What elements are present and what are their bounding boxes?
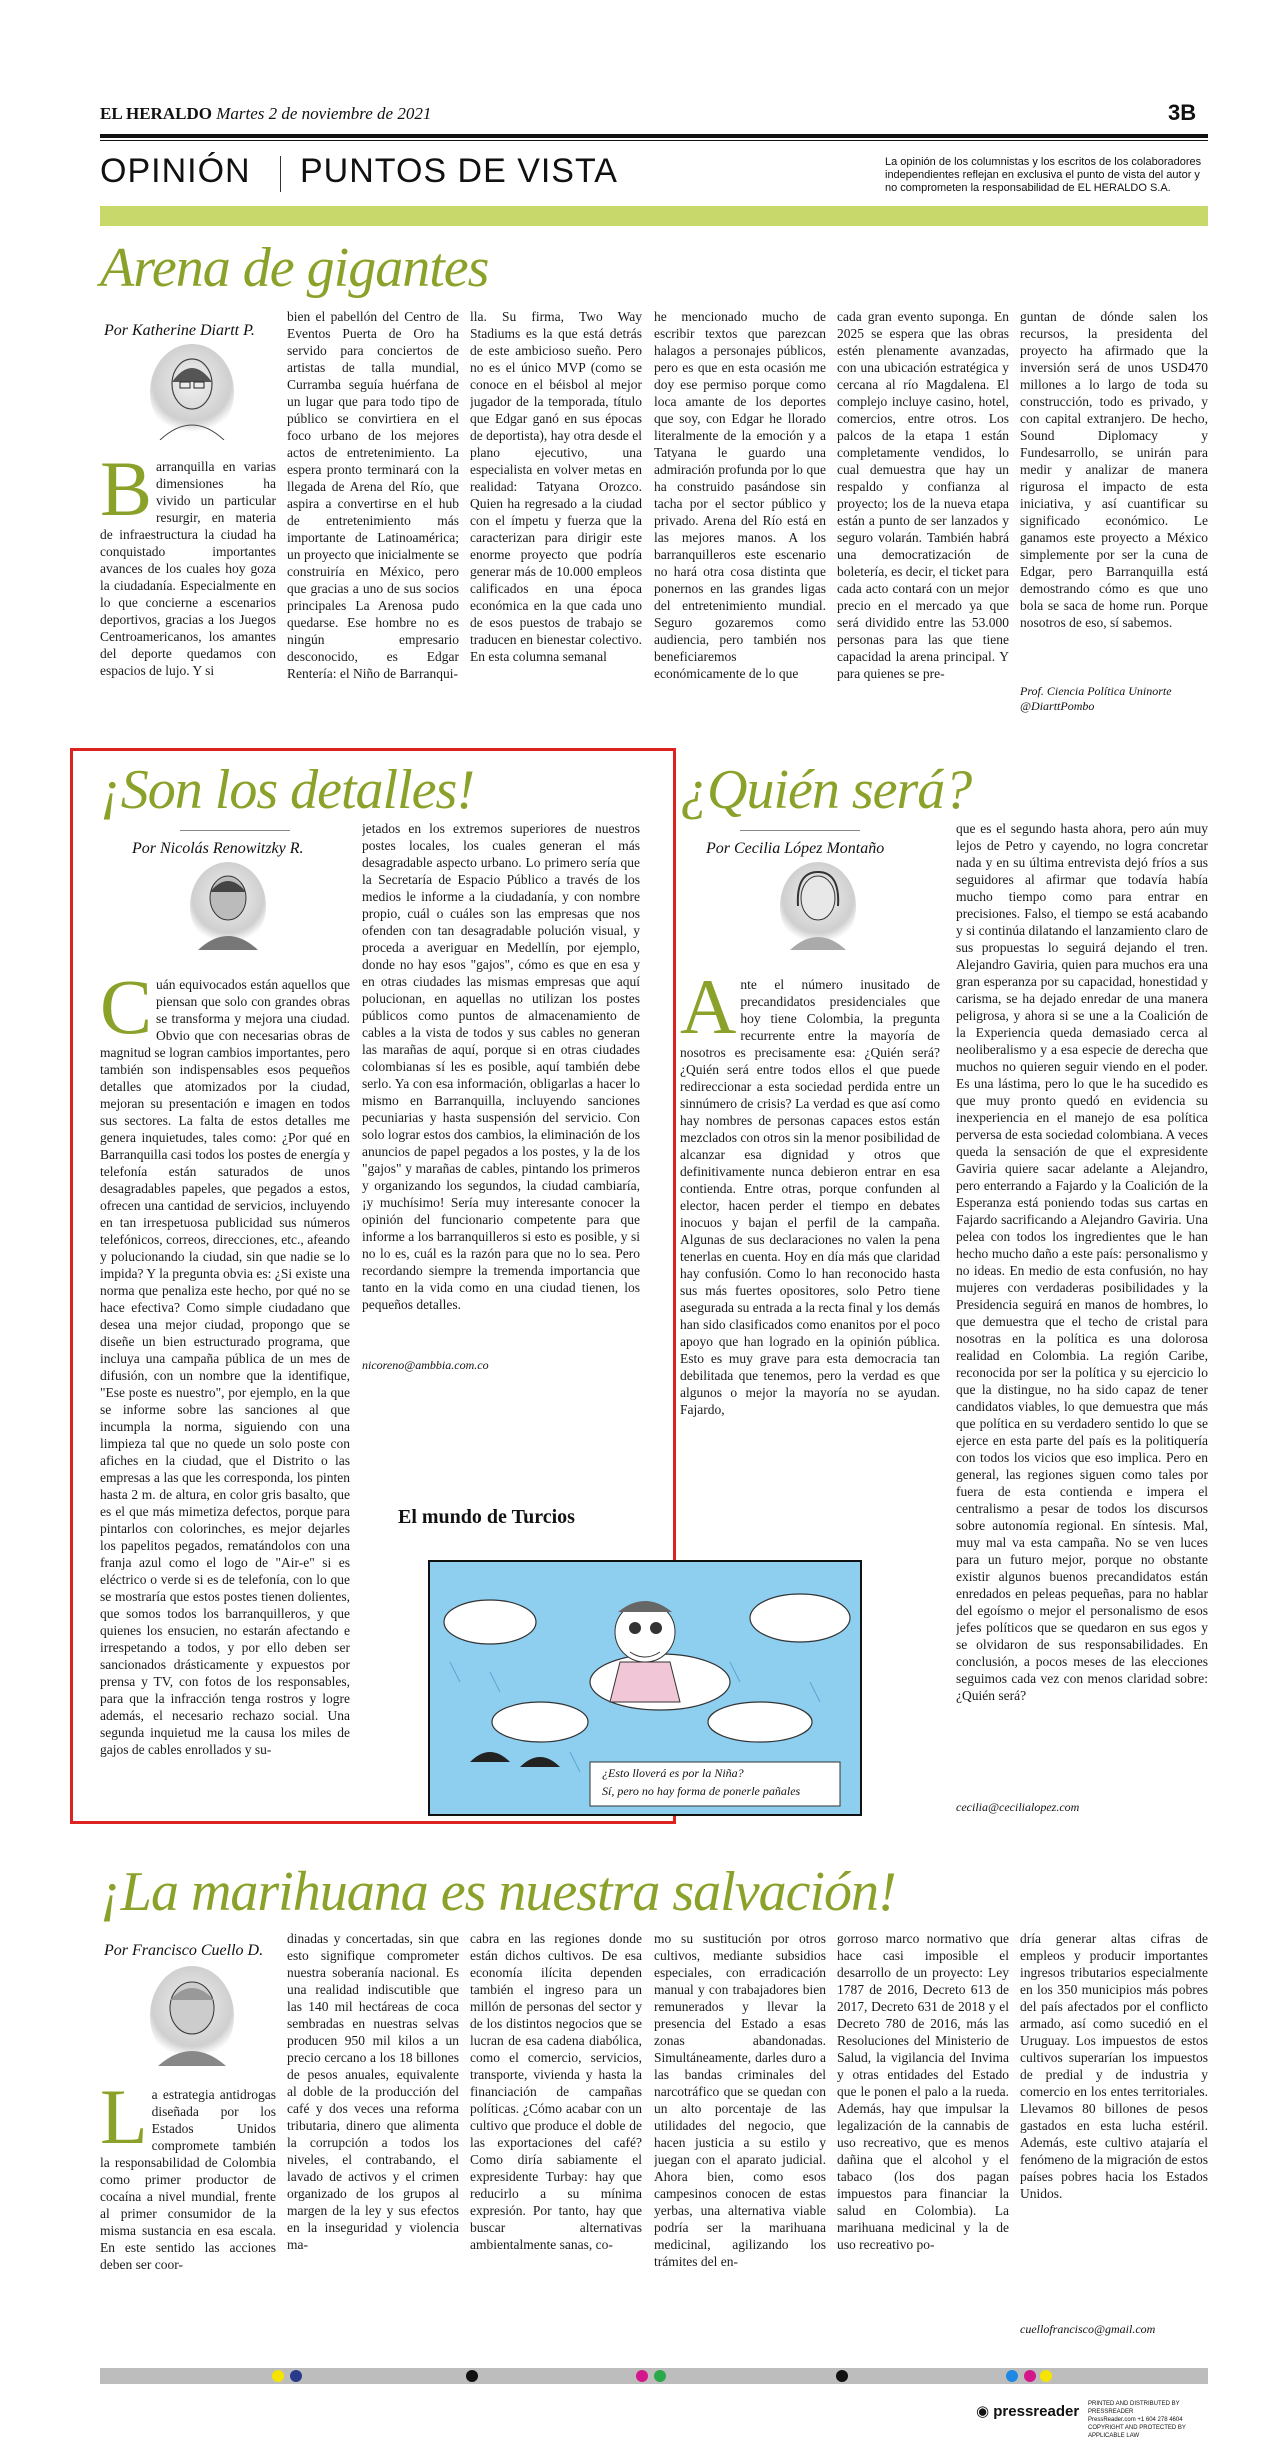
portrait-sketch-icon xyxy=(150,1966,234,2066)
article-column: gorroso marco normativo que hace casi imposible el desarrollo de un proyecto: Ley 1787 de 2016, Decreto 613 de 2017, Decreto 631 de 2018 y el Decreto 780 de 2016, más las Resoluciones del Ministerio de Salud, la vigilancia del Invima y otras entidades del Estado que le ponen el palo a la rueda. Además, hay que impulsar la legalización de la cannabis de uso recreativo, que es menos dañina que el alcohol y el tabaco (los dos pagan impuestos para financiar la salud en Colombia). La marihuana medicinal y la de uso recreativo po- xyxy=(837,1931,1009,2252)
pressreader-logo: ◉ pressreader xyxy=(976,2403,1080,2420)
masthead xyxy=(100,104,431,124)
article-column xyxy=(100,2086,276,2340)
portrait-sketch-icon xyxy=(150,344,234,440)
article-column: lla. Su firma, Two Way Stadiums es la que está detrás de este ambicioso sueño. Pero no es el único MVP (como se conoce en el béisbol al mejor jugador de la temporada, título que Edgar ganó en sus épocas de deportista), hay otra desde el plano ejecutivo, una especialista en volver metas en realidad: Tatyana Orozco. Quien ha regresado a la ciudad con el ímpetu y fuerza que la caracterizan para dirigir este enorme proyecto que podría generar más de 10.000 empleos calificados en una época económica en la que cada uno de esos puestos de trabajo se traducen en bienestar colectivo. En esta columna semanal xyxy=(470,309,642,664)
article-column: jetados en los extremos superiores de nuestros postes locales, los cuales generan el más desagradable aspecto urbano. Lo primero sería que la Secretaría de Espacio Público a través de los medios le informe a la ciudadanía, y con nombre propio, cuál o cuáles son las empresas que nos ofenden con tan desagradable polución visual, y proceda a averiguar en Medellín, por ejemplo, donde no hay esos "gajos", cómo es que en esa y en otras ciudades las mismas empresas que aquí polucionan, en aquellas no utilizan los postes públicos como puntos de almacenamiento de cables a la vista de todos y sus cables no generan las marañas de aquí, porque si en otras ciudades colombianas sí les es posible, aquí también debe serlo. Ya con esa información, obligarlas a hacer lo mismo en Barranquilla, incluyendo sanciones pecuniarias y hasta suspensión del servicio. Con solo lograr estos dos cambios, la eliminación de los anuncios de papel pegados a los postes, y la de los "gajos" y marañas de cables, pintando los primeros y organizando los segundos, la ciudad cambiaría, ¡y muchísimo! Sería muy interesante conocer la opinión del funcionario competente para que informe a los barranquilleros si esto es posible, y si no lo es, cuál es la razón para que no lo sea. Pero recordando siempre la tremenda importancia que tanto en la vida como en una ciudad tienen, los pequeños detalles. xyxy=(362,821,640,1312)
article-text: arranquilla en varias dimensiones ha vivido un particular resurgir, en materia de infraestructura la ciudad ha conquistado importantes avances de los cuales hoy goza la ciudadanía. Especialmente en lo que concierne a escenarios deportivos, gracias a los Juegos Centroamericanos, los amantes del deporte quedamos con espacios de lujo. Y si xyxy=(100,459,276,678)
byline-quien: Por Cecilia López Montaño xyxy=(706,840,885,857)
dropcap: C xyxy=(100,976,153,1050)
byline-marihuana: Por Francisco Cuello D. xyxy=(104,1942,264,1959)
author-portrait xyxy=(780,862,856,950)
article-column: mo su sustitución por otros cultivos, mediante subsidios especiales, con erradicación manual y con trabajadores bien remunerados y llevar la presencia del Estado a esas zonas abandonadas. Simultáneamente, darles duro a las bandas criminales del narcotráfico que se quedan con un alto porcentaje de las utilidades del negocio, que hacen justicia a su estilo y juegan con el aparato judicial. Ahora bien, como esos campesinos conocen de estas yerbas, una alternativa viable podría ser la marihuana medicinal, agilizando los trámites del en- xyxy=(654,1931,826,2269)
portrait-sketch-icon xyxy=(190,862,266,950)
registration-dot xyxy=(1024,2370,1036,2382)
author-portrait xyxy=(150,344,234,440)
registration-dot xyxy=(636,2370,648,2382)
registration-dot xyxy=(272,2370,284,2382)
article-title-arena: Arena de gigantes xyxy=(100,237,489,299)
article-title-detalles: ¡Son los detalles! xyxy=(100,759,474,821)
portrait-sketch-icon xyxy=(780,862,856,950)
article-column: que es el segundo hasta ahora, pero aún muy lejos de Petro y cayendo, no logra concretar nada y en su última entrevista dejó fríos a sus seguidores al afirmar que todavía había mucho tiempo como para entrar en precisiones. Falso, el tiempo se está acabando y si continúa dilatando el lanzamiento claro de sus propuestas lo seguirá dejando el tren. Alejandro Gaviria, quien para muchos era una gran esperanza por su capacidad, honestidad y carisma, se ha dejado enredar de una manera peligrosa, y ahora si se une a la Coalición de la Experiencia queda demasiado cerca al neoliberalismo y a esa especie de derecha que muchos no quieren seguir viendo en el poder. Es una lástima, pero lo que le ha sucedido es que muy pronto quedó en evidencia su inexperiencia en el manejo de esa política perversa de esta sociedad colombiana. A veces queda la sensación de que el expresidente Gaviria quiere sacar adelante a Alejandro, pero enterrando a Fajardo y la Coalición de la Esperanza está poniendo todas sus cartas en Fajardo sacrificando a Alejandro Gaviria. Una pelea con todos los ingredientes que le han hecho mucho daño a este país: personalismo y no ideas. En medio de esta confusión, no hay mujeres con verdaderas posibilidades y la Presidencia seguirá en manos de hombres, lo que demuestra que el techo de cristal para nosotras en la política es una dolorosa realidad en Colombia. La región Caribe, reconocida por ser la política y su ejercicio lo que la distingue, no ha sido capaz de tener candidatos viables, lo que demuestra que más que política en su verdadero sentido lo que se ejerce en esta parte del país es la politiquería con todos los vicios que eso implica. Pero en general, las regiones siguen como tales por fuera de esta contienda e impera el centralismo a pesar de todos los discursos sobre autonomía regional. En síntesis. Mal, muy mal va esta campaña. No se ven luces para un futuro mejor, porque no obstante existir algunos buenos precandidatos están enredados en peleas pequeñas, para no hablar del egoísmo o mejor el personalismo de esos jefes políticos que se quedaron en sus egos y se olvidaron de sus responsabilidades. En conclusión, a pocos meses de las elecciones seguimos cada vez con menos claridad sobre: ¿Quién será? xyxy=(956,821,1208,1703)
section-divider xyxy=(280,156,281,192)
article-column xyxy=(100,976,350,1812)
dropcap: B xyxy=(100,458,153,532)
byline-arena: Por Katherine Diartt P. xyxy=(104,322,255,339)
article-column: he mencionado mucho de escribir textos que parezcan halagos a personajes públicos, pero es que en esta ocasión me doy ese permiso porque como loca amante de los deportes que soy, con Edgar he llorado literalmente de la emoción y a Tatyana le guardo una admiración profunda por lo que ha construido pasándose sin tacha por el sector público y privado. Arena del Río está en las mejores manos. A los barranquilleros este escenario no hará otra cosa distinta que ponernos en las grandes ligas del entretenimiento mundial. Seguro gozaremos como audiencia, pero también nos beneficiaremos económicamente de lo que xyxy=(654,309,826,681)
cartoon-image xyxy=(428,1560,862,1816)
signoff: nicoreno@ambbia.com.co xyxy=(362,1358,489,1372)
speech-bubble: Sí, pero no hay forma de ponerle pañales xyxy=(602,1784,801,1798)
pressreader-notice: PRINTED AND DISTRIBUTED BY PRESSREADER PressReader.com +1 604 278 4604 COPYRIGHT AND PROTECTED BY APPLICABLE LAW xyxy=(1088,2401,1186,2439)
page-number: 3B xyxy=(1168,100,1197,125)
speech-bubble: ¿Esto lloverá es por la Niña? xyxy=(602,1766,744,1780)
article-title-quien: ¿Quién será? xyxy=(680,759,972,821)
article-column xyxy=(100,458,276,708)
article-column: guntan de dónde salen los recursos, la presidenta del proyecto ha afirmado que la inversión será de unos USD470 millones a lo largo de toda su construcción, todo es privado, y con capital extranjero. De hecho, Sound Diplomacy y Fundesarrollo, se unirán para medir y analizar de manera rigurosa el impacto de esta iniciativa, y así cuantificar su significado económico. Le ganamos este proyecto a México simplemente por ser la cuna de Edgar, pero Barranquilla está demostrando cómo es que uno bola se saca de home run. Porque nosotros de eso, sí sabemos. xyxy=(1020,309,1208,630)
registration-dot xyxy=(466,2370,478,2382)
signoff: cuellofrancisco@gmail.com xyxy=(1020,2322,1156,2336)
cartoon-title: El mundo de Turcios xyxy=(398,1506,575,1528)
section-bar xyxy=(100,206,1208,226)
article-column: dría generar altas cifras de empleos y producir importantes ingresos tributarios especialmente en los 350 municipios más pobres del país afectados por el conflicto armado, así como sucedió en el Uruguay. Los impuestos de estos cultivos superarían los impuestos de predial y de industria y comercio en los entes territoriales. Llevamos 80 billones de pesos gastados en esta lucha estéril. Además, este cultivo atajaría el fenómeno de la migración de estos países pobres hacia los Estados Unidos. xyxy=(1020,1931,1208,2201)
article-text: uán equivocados están aquellos que piensan que solo con grandes obras se transforma y mejora una ciudad. Obvio que con necesarias obras de magnitud se logran cambios importantes, pero también son indispensables esos pequeños detalles que atomizados por la ciudad, mejoran su presentación e imagen en todos sus sectores. La falta de estos detalles me genera inquietudes, tales como: ¿Por qué en Barranquilla casi todos los postes de energía y telefonía están saturados de unos desagradables papeles, que pegados a estos, ofrecen una cantidad de servicios, incluyendo en tan irrespetuosa publicidad sus números telefónicos, correos, direcciones, etc., afeando y polucionando la ciudad, sin que nadie se lo impida? Y la pregunta obvia es: ¿Si existe una norma que penaliza este hecho, por qué no se hace efectiva? Como simple ciudadano que desea una mejor ciudad, propongo que se diseñe un bien estructurado programa, que incluya una campaña pública de un mes de difusión, con un nombre que la identifique, "Ese poste es nuestro", por ejemplo, en la que se informe sobre las sanciones al que incumpla la norma, siguiendo con una limpieza tal que no quede un solo poste con afiches en la ciudad, que el Distrito o las empresas a las que les corresponda, los pinten hasta 2 m. de altura, en color gris basalto, que es el que más mimetiza defectos, porque para pintarlos con colorinches, es mejor dejarles los papelitos pegados, rematándolos con una franja azul como el logo de "Air-e" si es eléctrico o verde si es de telefonía, con lo que se mostraría que estos postes tienen dolientes, que somos todos los barranquilleros, y que quienes los ensucien, no estarán afectando e irrespetando a todos, y por ello deben ser sancionados drásticamente y expuestos por prensa y TV, con fotos de los responsables, para que la infracción tenga rostros y logre además, el necesario rechazo social. Una segunda inquietud me la causa los miles de gajos de cables enrollados y su- xyxy=(100,977,350,1757)
article-column: bien el pabellón del Centro de Eventos Puerta de Oro ha servido para conciertos de artistas de talla mundial, Curramba seguía huérfana de un lugar que para todo tipo de público se convirtiera en el foco urbano de los mejores actos de entretenimiento. La espera pronto terminará con la llegada de Arena del Río, que aspira a convertirse en el hub de entretenimiento más importante de Latinoamérica; un proyecto que inicialmente se construiría en México, pero que gracias a uno de sus socios principales La Arenosa pudo quedarse. Ese hombre no es ningún empresario desconocido, es Edgar Rentería: el Niño de Barranqui- xyxy=(287,309,459,681)
registration-dot xyxy=(836,2370,848,2382)
signoff: cecilia@cecilialopez.com xyxy=(956,1800,1080,1814)
byline-rule xyxy=(740,830,860,831)
dropcap: A xyxy=(680,976,737,1050)
umbrella-icon xyxy=(470,1752,560,1767)
article-column: dinadas y concertadas, sin que esto signifique comprometer nuestra soberanía nacional. Es una realidad indiscutible que las 140 mil hectáreas de coca sembradas en nuestras selvas producen 950 mil kilos a un precio cercano a los 18 billones de pesos anuales, equivalente al doble de la producción del café y dos veces una reforma tributaria, dinero que alimenta la corrupción a todos los niveles, el contrabando, el lavado de activos y el crimen organizado de los grupos al margen de la ley y sus efectos en la inseguridad y violencia ma- xyxy=(287,1931,459,2252)
section-title: OPINIÓN xyxy=(100,152,251,190)
pressreader-icon: ◉ xyxy=(976,2403,994,2420)
registration-dot xyxy=(1006,2370,1018,2382)
disclaimer: La opinión de los columnistas y los escritos de los colaboradores independientes reflejan en exclusiva el punto de vista del autor y no comprometen la responsabilidad de EL HERALDO S.A. xyxy=(885,156,1202,194)
article-column: cabra en las regiones donde están dichos cultivos. De esa economía ilícita dependen también el ingreso para un millón de personas del sector y de los distintos negocios que se lucran de esa cadena diabólica, como el comercio, servicios, transporte, vivienda y hasta la financiación de campañas políticas. ¿Cómo acabar con un cultivo que produce el doble de las exportaciones del café? Como diría sabiamente el expresidente Turbay: hay que reducirlo a su mínima expresión. Por tanto, hay que buscar alternativas ambientalmente sanas, co- xyxy=(470,1931,642,2252)
article-title-marihuana: ¡La marihuana es nuestra salvación! xyxy=(100,1861,896,1923)
author-portrait xyxy=(150,1966,234,2066)
registration-dot xyxy=(1040,2370,1052,2382)
dropcap: L xyxy=(100,2086,148,2160)
article-text: nte el número inusitado de precandidatos presidenciales que hoy tiene Colombia, la pregunta recurrente entre la mayoría de nosotros es precisamente esa: ¿Quién será? ¿Quién será entre todos ellos el que puede redireccionar a esta sociedad perdida entre un sinnúmero de crisis? La verdad es que así como hay nombres de personas capaces estos están mezclados con otros sin la menor posibilidad de alcanzar esa dignidad y otros que definitivamente nunca debieron entrar en esa contienda. Entre otras, porque confunden al elector, hacen perder el tiempo en debates inocuos y bajan el perfil de la campaña. Algunas de sus declaraciones no valen la pena tenerlas en cuenta. Hoy en día más que claridad hay confusión. Como lo han reconocido hasta sus más fuertes opositores, solo Petro tiene asegurada su entrada a la recta final y los demás han sido clasificados como enanitos por el poco apoyo que han logrado en la opinión pública. Esto es muy grave para esta democracia tan debilitada que tenemos, pero la verdad es que algunos o mejor la mayoría no se ayudan. Fajardo, xyxy=(680,977,940,1417)
article-text: a estrategia antidrogas diseñada por los Estados Unidos compromete también la responsabilidad de Colombia como primer productor de cocaína a nivel mundial, frente al primer consumidor de la misma sustancia en esa escala. En este sentido las acciones deben ser coor- xyxy=(100,2087,276,2272)
girl-figure-icon xyxy=(610,1601,680,1702)
article-column: cada gran evento suponga. En 2025 se espera que las obras estén plenamente avanzadas, con una ubicación estratégica y cercana al río Magdalena. El complejo incluye casino, hotel, comercios, entre otros. Los palcos de la etapa 1 están completamente vendidos, lo cual demuestra que hay un respaldo y confianza al proyecto; los de la nueva etapa están a punto de ser lanzados y seguro volarán. También habrá una democratización de boletería, es decir, el ticket para cada acto contará con un mejor precio en el mercado ya que será dividido entre las 53.000 personas para las que tiene capacidad la arena principal. Y para quienes se pre- xyxy=(837,309,1009,681)
paper-name: EL HERALDO xyxy=(100,104,212,123)
article-column xyxy=(680,976,940,1532)
issue-date: Martes 2 de noviembre de 2021 xyxy=(216,104,432,123)
signoff: Prof. Ciencia Política Uninorte @DiarttPombo xyxy=(1020,684,1172,713)
registration-dot xyxy=(654,2370,666,2382)
author-portrait xyxy=(190,862,266,950)
byline-detalles: Por Nicolás Renowitzky R. xyxy=(132,840,304,857)
header-rule xyxy=(100,134,1208,138)
section-subtitle: PUNTOS DE VISTA xyxy=(300,152,618,190)
byline-rule xyxy=(180,830,290,831)
header-rule-thin xyxy=(100,140,1208,141)
registration-dot xyxy=(290,2370,302,2382)
